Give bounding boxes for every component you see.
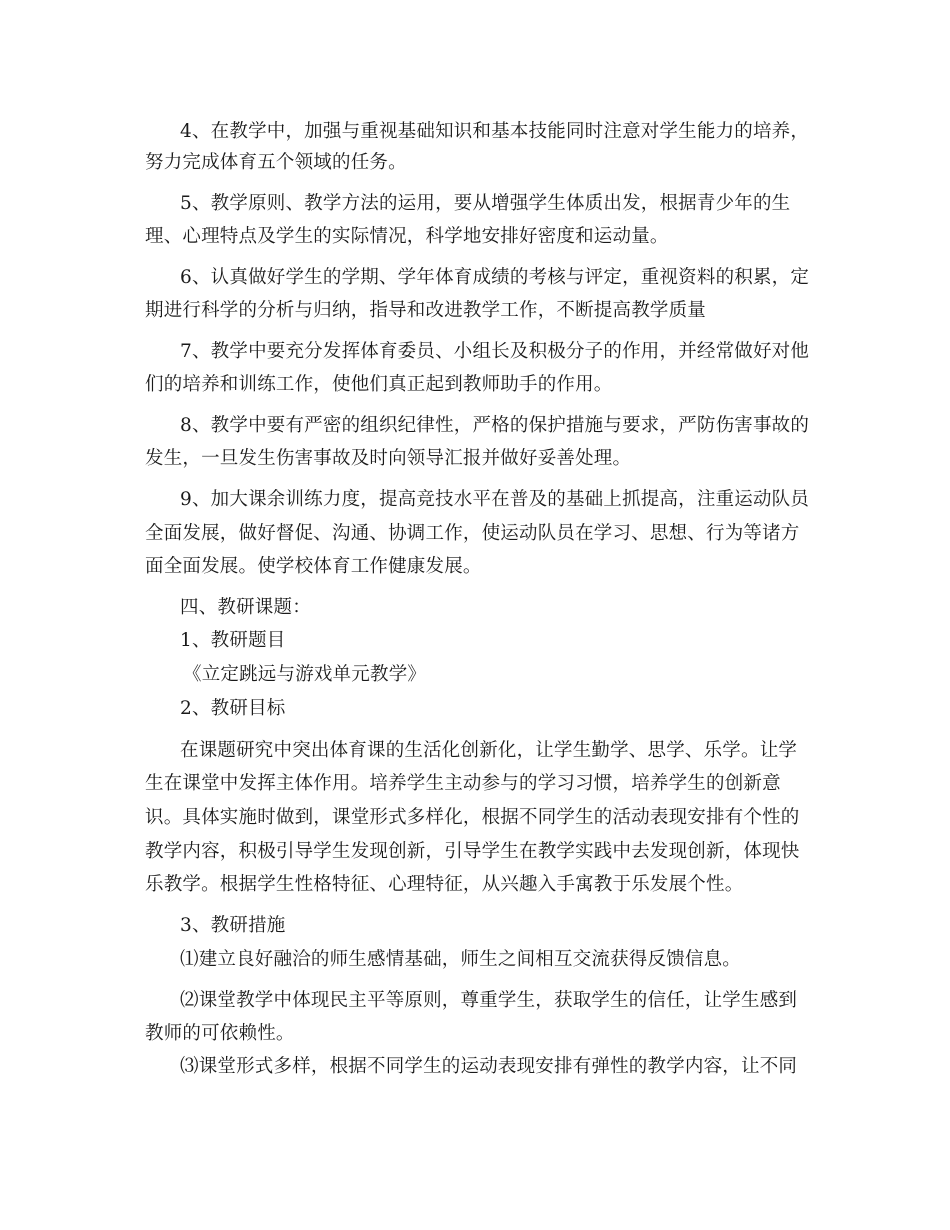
p9-line-3: 面全面发展。使学校体育工作健康发展。 xyxy=(145,556,482,577)
m3-line-1: ⑶课堂形式多样，根据不同学生的运动表现安排有弹性的教学内容，让不同 xyxy=(180,1056,798,1077)
p8-line-1: 8、教学中要有严密的组织纪律性，严格的保护措施与要求，严防伤害事故的 xyxy=(180,415,810,436)
p7-line-1: 7、教学中要充分发挥体育委员、小组长及积极分子的作用，并经常做好对他 xyxy=(180,341,810,362)
s2-body-line-2: 生在课堂中发挥主体作用。培养学生主动参与的学习习惯，培养学生的创新意 xyxy=(145,773,781,794)
p8-line-2: 发生，一旦发生伤害事故及时向领导汇报并做好妥善处理。 xyxy=(145,448,632,469)
m2-line-2: 教师的可依赖性。 xyxy=(145,1023,295,1044)
s2-body-line-5: 乐教学。根据学生性格特征、心理特征，从兴趣入手寓教于乐发展个性。 xyxy=(145,874,744,895)
s2-body-line-1: 在课题研究中突出体育课的生活化创新化，让学生勤学、思学、乐学。让学 xyxy=(180,740,798,761)
s2-line-1: 2、教研目标 xyxy=(180,698,286,719)
m2-line-1: ⑵课堂教学中体现民主平等原则，尊重学生，获取学生的信任，让学生感到 xyxy=(180,990,798,1011)
s2-body-line-4: 教学内容，积极引导学生发现创新，引导学生在教学实践中去发现创新，体现快 xyxy=(145,841,800,862)
s3-line-1: 3、教研措施 xyxy=(180,915,286,936)
m1-line-1: ⑴建立良好融洽的师生感情基础，师生之间相互交流获得反馈信息。 xyxy=(180,949,742,970)
p7-line-2: 们的培养和训练工作，使他们真正起到教师助手的作用。 xyxy=(145,374,613,395)
p4-line-1: 4、在教学中，加强与重视基础知识和基本技能同时注意对学生能力的培养， xyxy=(180,121,810,142)
p6-line-2: 期进行科学的分析与归纳，指导和改进教学工作，不断提高教学质量 xyxy=(145,300,707,321)
s2-body-line-3: 识。具体实施时做到，课堂形式多样化，根据不同学生的活动表现安排有个性的 xyxy=(145,807,800,828)
p6-line-1: 6、认真做好学生的学期、学年体育成绩的考核与评定，重视资料的积累，定 xyxy=(180,267,810,288)
s1-title-line-1: 《立定跳远与游戏单元教学》 xyxy=(183,664,427,685)
p5-line-1: 5、教学原则、教学方法的运用，要从增强学生体质出发，根据青少年的生 xyxy=(180,193,791,214)
p4-line-2: 努力完成体育五个领域的任务。 xyxy=(145,152,407,173)
p9-line-2: 全面发展，做好督促、沟通、协调工作，使运动队员在学习、思想、行为等诸方 xyxy=(145,523,800,544)
p9-line-1: 9、加大课余训练力度，提高竞技水平在普及的基础上抓提高，注重运动队员 xyxy=(180,489,810,510)
s1-line-1: 1、教研题目 xyxy=(180,630,286,651)
p5-line-2: 理、心理特点及学生的实际情况，科学地安排好密度和运动量。 xyxy=(145,226,669,247)
h4-line-1: 四、教研课题： xyxy=(180,597,311,618)
